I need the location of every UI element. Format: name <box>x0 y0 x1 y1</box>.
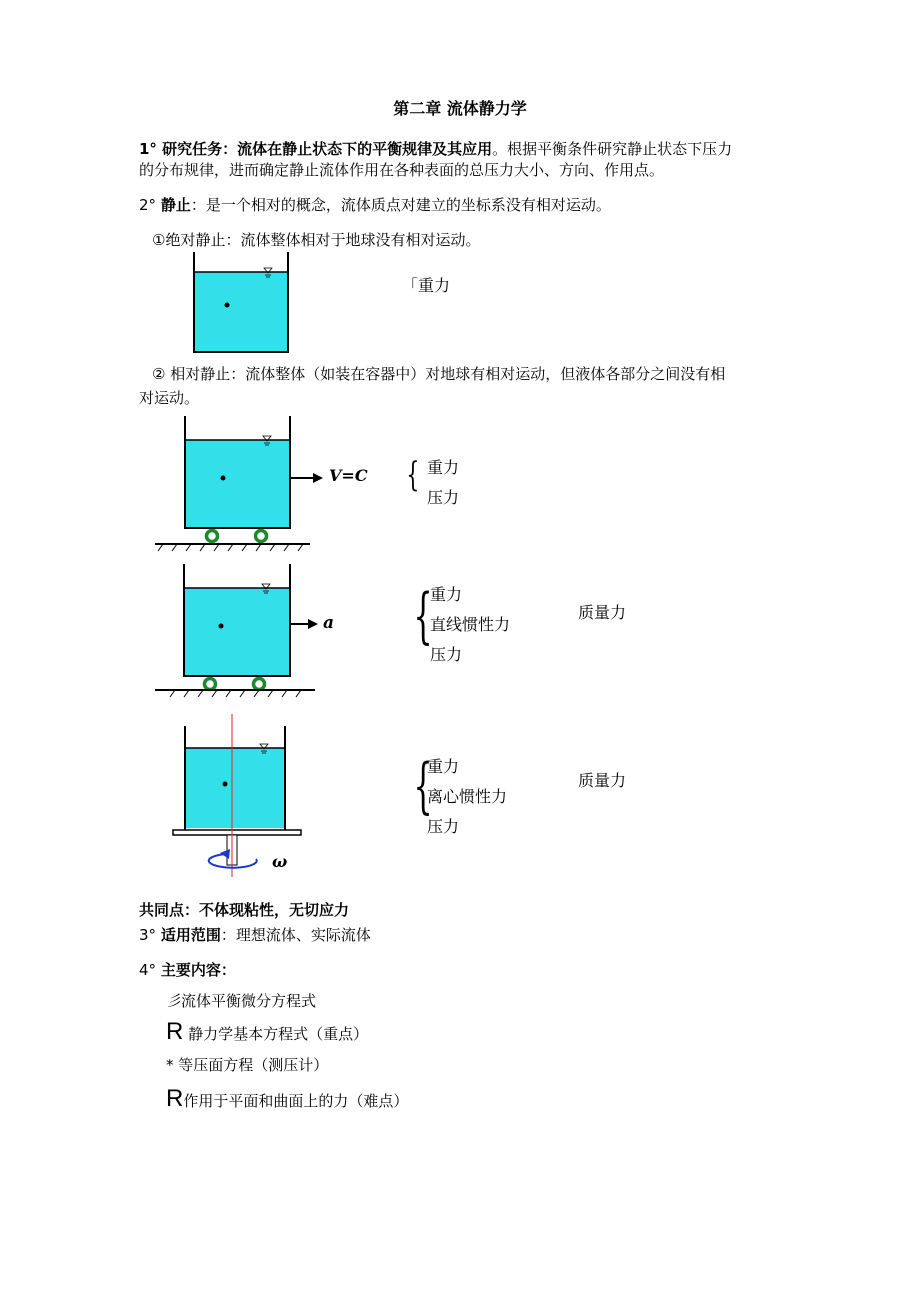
fig3-mass-force-label: 质量力 <box>578 603 627 622</box>
section-static <box>139 193 611 218</box>
acceleration-arrow-icon <box>290 619 318 629</box>
wheel-icon <box>256 531 267 542</box>
brace-icon: { <box>406 455 420 495</box>
content-item-bullet: R <box>166 1085 184 1112</box>
fluid-particle-dot <box>223 782 228 787</box>
fig4-force-centrifugal-inertia: 离心惯性力 <box>427 787 508 806</box>
acceleration-label: a <box>323 613 335 633</box>
fig4-force-gravity: 重力 <box>427 757 460 776</box>
content-item-text: 作用于平面和曲面上的力（难点） <box>183 1092 409 1110</box>
static-text: ：是一个相对的概念，流体质点对建立的坐标系没有相对运动。 <box>190 196 611 214</box>
figure-rotation <box>170 712 320 882</box>
fig2-force-pressure: 压力 <box>427 488 460 507</box>
section-scope <box>139 923 371 948</box>
ground-hatch <box>170 690 301 697</box>
scope-prefix: 3° <box>139 926 157 944</box>
main-content-label: 主要内容 <box>160 961 221 979</box>
velocity-arrow-icon <box>290 473 323 483</box>
relative-static-text-line2: 对运动。 <box>139 389 200 407</box>
fig4-mass-force-label: 质量力 <box>578 771 627 790</box>
absolute-static-text: ①绝对静止：流体整体相对于地球没有相对运动。 <box>152 231 481 249</box>
fig3-force-gravity: 重力 <box>430 585 463 604</box>
scope-text: ：理想流体、实际流体 <box>220 926 371 944</box>
content-item-glyph: 彡 <box>166 992 182 1010</box>
water-fill <box>184 588 290 676</box>
omega-label: ω <box>272 852 288 871</box>
water-fill <box>185 748 285 828</box>
relative-static-text: ② 相对静止：流体整体（如装在容器中）对地球有相对运动，但液体各部分之间没有相 <box>152 365 726 383</box>
brace-icon: { <box>413 751 433 821</box>
content-item <box>166 989 316 1014</box>
content-item-bullet: * <box>166 1056 174 1074</box>
water-fill <box>194 272 288 352</box>
static-label: 静止 <box>160 196 191 214</box>
section-main-content <box>139 958 236 983</box>
content-item-text: 流体平衡微分方程式 <box>181 992 317 1010</box>
research-task-text: 。根据平衡条件研究静止状态下压力 <box>492 140 733 158</box>
fluid-particle-dot <box>225 303 230 308</box>
main-content-prefix: 4° <box>139 961 157 979</box>
research-task-label: 1° 研究任务：流体在静止状态下的平衡规律及其应用 <box>139 140 493 158</box>
fig1-force-gravity: 「重力 <box>402 276 451 295</box>
water-fill <box>185 440 290 528</box>
fig3-force-linear-inertia: 直线惯性力 <box>430 615 511 634</box>
content-item <box>166 1019 368 1047</box>
fluid-particle-dot <box>221 476 226 481</box>
static-prefix: 2° <box>139 196 157 214</box>
main-content-colon: ： <box>220 961 236 979</box>
velocity-label: V=C <box>329 466 368 485</box>
wheel-icon <box>205 679 216 690</box>
common-points: 共同点：不体现粘性，无切应力 <box>139 901 350 919</box>
research-task-text-line2: 的分布规律，进而确定静止流体作用在各种表面的总压力大小、方向、作用点。 <box>139 161 665 179</box>
content-item <box>166 1053 328 1078</box>
fig2-force-gravity: 重力 <box>427 458 460 477</box>
content-item-text: 静力学基本方程式（重点） <box>188 1025 369 1043</box>
turntable-platform <box>173 830 301 835</box>
fluid-particle-dot <box>219 624 224 629</box>
content-item-text: 等压面方程（测压计） <box>178 1056 329 1074</box>
content-item <box>166 1086 408 1114</box>
content-item-bullet: R <box>166 1018 184 1045</box>
wheel-icon <box>254 679 265 690</box>
figure-absolute-static <box>190 250 300 360</box>
ground-hatch <box>158 544 303 551</box>
page-title: 第二章 流体静力学 <box>393 99 527 118</box>
brace-icon: { <box>413 581 433 651</box>
figure-linear-acceleration <box>155 562 385 700</box>
scope-label: 适用范围 <box>160 926 221 944</box>
fig3-force-pressure: 压力 <box>430 645 463 664</box>
wheel-icon <box>207 531 218 542</box>
fig4-force-pressure: 压力 <box>427 817 460 836</box>
